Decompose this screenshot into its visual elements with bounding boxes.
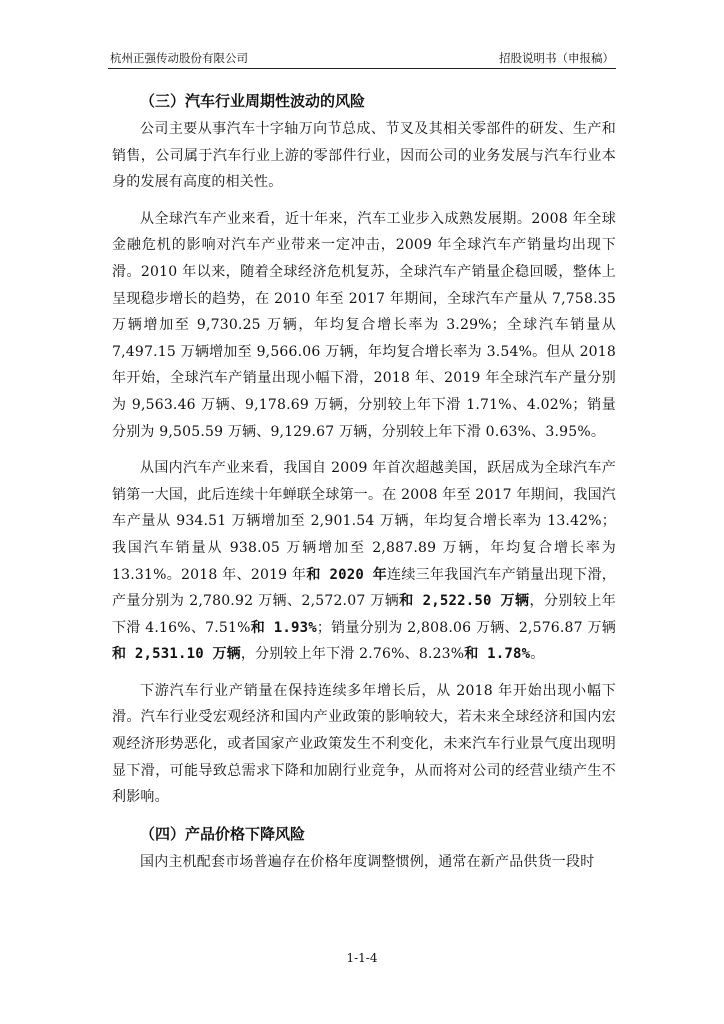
page-header xyxy=(110,51,614,65)
section-3-paragraph-3 xyxy=(112,455,616,668)
section-3-paragraph-4: 下游汽车行业产销量在保持连续多年增长后，从 2018 年开始出现小幅下滑。汽车行业受宏观经济和国内产业政策的影响较大，若未来全球经济和国内宏观经济形势恶化，或者国家产业政策发生不利变化，未来汽车行业景气度出现明显下滑，可能导致总需求下降和加剧行业竞争，从而将对公司的经营业绩产生不利影响。 xyxy=(112,682,616,806)
p3-text-1: 从国内汽车产业来看，我国自 2009 年首次超越美国，跃居成为全球汽车产销第一大国，此后连续十年蝉联全球第一。在 2008 年至 2017 年期间，我国汽车产量从 934.51 万辆增加至 2,901.54 万辆，年均复合增长率为 13.42%；我国汽车销量从 938.05 万辆增加至 2,887.89 万辆，年均复合增长率为 13.31%。2018 年、2019 年 xyxy=(112,460,616,583)
p3-text-2: 连续三年我国汽车产销量出现下滑，产量分别为 2,780.92 万辆、2,572.07 万辆 xyxy=(112,566,616,610)
page-body xyxy=(112,86,616,885)
page-number: 1-1-4 xyxy=(346,951,378,965)
p3-text-4: ；销量分别为 2,808.06 万辆、2,576.87 万辆 xyxy=(316,619,616,636)
section-3-paragraph-2: 从全球汽车产业来看，近十年来，汽车工业步入成熟发展期。2008 年全球金融危机的影响对汽车产业带来一定冲击，2009 年全球汽车产销量均出现下滑。2010 年以来，随着全球经济危机复苏，全球汽车产销量企稳回暖，整体上呈现稳步增长的趋势，在 2010 年至 2017 年期间，全球汽车产量从 7,758.35 万辆增加至 9,730.25 万辆，年均复合增长率为 3.29%；全球汽车销量从 7,497.15 万辆增加至 9,566.06 万辆，年均复合增长率为 3.54%。但从 2018 年开始，全球汽车产销量出现小幅下滑，2018 年、2019 年全球汽车产量分别为 9,563.46 万辆、9,178.69 万辆，分别较上年下滑 1.71%、4.02%；销量分别为 9,505.59 万辆、9,129.67 万辆，分别较上年下滑 0.63%、3.95%。 xyxy=(112,210,616,440)
header-doc-title: 招股说明书（申报稿） xyxy=(499,51,614,65)
p3-bold-4: 和 2,531.10 万辆 xyxy=(112,646,241,663)
p3-text-5: ，分别较上年下滑 2.76%、8.23% xyxy=(240,646,465,663)
header-company: 杭州正强传动股份有限公司 xyxy=(110,51,248,65)
p3-bold-5: 和 1.78% xyxy=(464,646,531,663)
p3-bold-2: 和 2,522.50 万辆 xyxy=(399,593,530,610)
section-3-paragraph-1: 公司主要从事汽车十字轴万向节总成、节叉及其相关零部件的研发、生产和销售，公司属于汽车行业上游的零部件行业，因而公司的业务发展与汽车行业本身的发展有高度的相关性。 xyxy=(112,121,616,191)
section-4-paragraph-1: 国内主机配套市场普遍存在价格年度调整惯例，通常在新产品供货一段时 xyxy=(140,853,595,870)
p3-text-3: ，分别较上年下滑 4.16%、7.51% xyxy=(112,593,617,636)
section-4-heading: （四）产品价格下降风险 xyxy=(140,824,306,843)
p3-bold-3: 和 1.93% xyxy=(250,619,317,636)
section-3-heading: （三）汽车行业周期性波动的风险 xyxy=(140,92,366,110)
p3-bold-1: 和 2020 年 xyxy=(306,566,388,583)
header-divider xyxy=(108,68,616,69)
p3-text-6: 。 xyxy=(530,646,545,663)
